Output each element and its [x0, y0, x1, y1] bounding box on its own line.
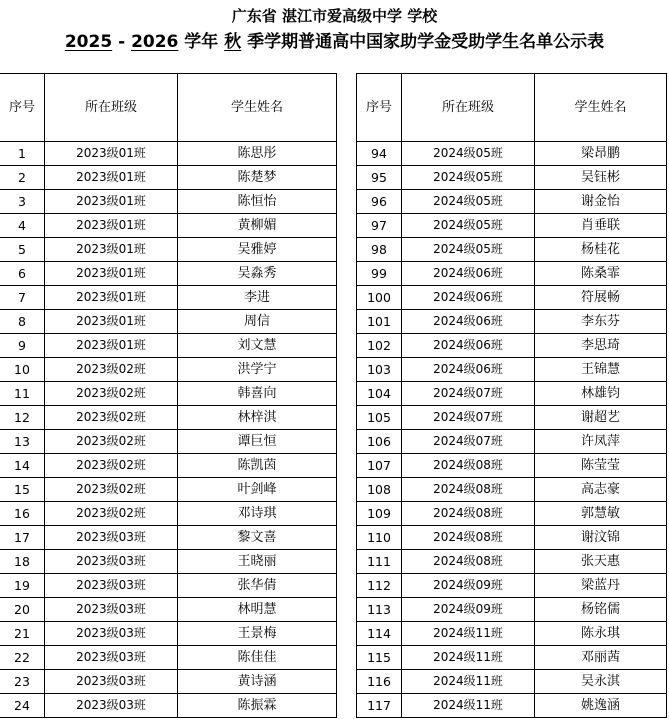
row-name-cell: 黄诗涵 — [178, 670, 337, 694]
row-name-cell: 叶剑峰 — [178, 478, 337, 502]
row-class-cell: 2023级03班 — [45, 694, 178, 718]
row-seq-cell: 108 — [357, 478, 402, 502]
table-row — [357, 670, 667, 694]
row-name-cell: 邓诗琪 — [178, 502, 337, 526]
row-class-cell: 2023级01班 — [45, 238, 178, 262]
row-class-cell: 2023级03班 — [45, 670, 178, 694]
table-row — [0, 286, 337, 310]
header-class: 所在班级 — [45, 74, 178, 142]
table-row — [357, 382, 667, 406]
row-seq-cell: 14 — [0, 454, 45, 478]
row-name-cell: 吴雅婷 — [178, 238, 337, 262]
row-seq-cell: 101 — [357, 310, 402, 334]
row-class-cell: 2023级01班 — [45, 214, 178, 238]
table-row — [0, 166, 337, 190]
table-row — [357, 406, 667, 430]
table-row — [357, 166, 667, 190]
table-row — [0, 142, 337, 166]
row-class-cell: 2023级01班 — [45, 310, 178, 334]
row-class-cell: 2023级02班 — [45, 406, 178, 430]
row-class-cell: 2024级05班 — [402, 214, 535, 238]
row-class-cell: 2023级01班 — [45, 334, 178, 358]
row-name-cell: 韩喜向 — [178, 382, 337, 406]
row-name-cell: 陈思彤 — [178, 142, 337, 166]
table-row — [0, 382, 337, 406]
xuenian-label: 学年 — [178, 32, 225, 52]
row-name-cell: 李进 — [178, 286, 337, 310]
row-name-cell: 谢金怡 — [535, 190, 667, 214]
table-row — [357, 478, 667, 502]
row-name-cell: 吴钰彬 — [535, 166, 667, 190]
row-seq-cell: 19 — [0, 574, 45, 598]
row-name-cell: 林梓淇 — [178, 406, 337, 430]
row-seq-cell: 9 — [0, 334, 45, 358]
row-name-cell: 姚逸涵 — [535, 694, 667, 718]
table-row — [357, 646, 667, 670]
row-class-cell: 2023级03班 — [45, 622, 178, 646]
row-name-cell: 周信 — [178, 310, 337, 334]
row-name-cell: 陈佳佳 — [178, 646, 337, 670]
table-row — [0, 214, 337, 238]
row-seq-cell: 95 — [357, 166, 402, 190]
row-seq-cell: 113 — [357, 598, 402, 622]
row-class-cell: 2023级03班 — [45, 574, 178, 598]
row-seq-cell: 12 — [0, 406, 45, 430]
row-class-cell: 2024级05班 — [402, 190, 535, 214]
table-row — [0, 646, 337, 670]
row-class-cell: 2024级08班 — [402, 526, 535, 550]
row-seq-cell: 94 — [357, 142, 402, 166]
row-seq-cell: 6 — [0, 262, 45, 286]
row-class-cell: 2024级09班 — [402, 598, 535, 622]
table-row — [357, 430, 667, 454]
row-seq-cell: 106 — [357, 430, 402, 454]
table-row — [357, 310, 667, 334]
row-name-cell: 黄柳媚 — [178, 214, 337, 238]
table-row — [0, 430, 337, 454]
start-year: 2025 — [64, 32, 113, 52]
row-name-cell: 林明慧 — [178, 598, 337, 622]
header-class: 所在班级 — [402, 74, 535, 142]
row-name-cell: 李东芬 — [535, 310, 667, 334]
row-name-cell: 杨铭儒 — [535, 598, 667, 622]
row-seq-cell: 10 — [0, 358, 45, 382]
row-class-cell: 2024级07班 — [402, 406, 535, 430]
row-seq-cell: 115 — [357, 646, 402, 670]
header-name: 学生姓名 — [178, 74, 337, 142]
row-class-cell: 2023级03班 — [45, 550, 178, 574]
table-row — [0, 550, 337, 574]
row-name-cell: 李思琦 — [535, 334, 667, 358]
table-row — [357, 526, 667, 550]
row-name-cell: 王景梅 — [178, 622, 337, 646]
title-rest: 季学期普通高中国家助学金受助学生名单公示表 — [241, 32, 605, 52]
row-seq-cell: 17 — [0, 526, 45, 550]
row-seq-cell: 13 — [0, 430, 45, 454]
row-name-cell: 谢超艺 — [535, 406, 667, 430]
row-seq-cell: 23 — [0, 670, 45, 694]
table-header-row — [0, 74, 337, 142]
row-name-cell: 吴淼秀 — [178, 262, 337, 286]
row-class-cell: 2024级08班 — [402, 478, 535, 502]
row-class-cell: 2024级07班 — [402, 382, 535, 406]
row-name-cell: 张华倩 — [178, 574, 337, 598]
row-seq-cell: 110 — [357, 526, 402, 550]
row-name-cell: 梁昂鹏 — [535, 142, 667, 166]
table-row — [0, 670, 337, 694]
table-row — [357, 622, 667, 646]
row-name-cell: 谢汶锦 — [535, 526, 667, 550]
row-class-cell: 2024级06班 — [402, 310, 535, 334]
row-class-cell: 2024级08班 — [402, 454, 535, 478]
table-row — [0, 310, 337, 334]
row-seq-cell: 97 — [357, 214, 402, 238]
row-name-cell: 王锦慧 — [535, 358, 667, 382]
row-class-cell: 2024级06班 — [402, 358, 535, 382]
row-name-cell: 肖垂联 — [535, 214, 667, 238]
table-row — [0, 694, 337, 718]
row-class-cell: 2024级09班 — [402, 574, 535, 598]
row-class-cell: 2023级01班 — [45, 142, 178, 166]
row-seq-cell: 2 — [0, 166, 45, 190]
row-name-cell: 洪学宁 — [178, 358, 337, 382]
table-row — [0, 454, 337, 478]
table-row — [0, 190, 337, 214]
row-name-cell: 陈莹莹 — [535, 454, 667, 478]
row-seq-cell: 96 — [357, 190, 402, 214]
row-name-cell: 黎文喜 — [178, 526, 337, 550]
row-class-cell: 2023级02班 — [45, 358, 178, 382]
row-class-cell: 2024级08班 — [402, 502, 535, 526]
row-name-cell: 张天惠 — [535, 550, 667, 574]
header-seq: 序号 — [357, 74, 402, 142]
document-title-school: 广东省 湛江市爱高级中学 学校 — [231, 7, 438, 25]
row-name-cell: 陈恒怡 — [178, 190, 337, 214]
table-row — [0, 502, 337, 526]
row-name-cell: 梁蓝丹 — [535, 574, 667, 598]
table-row — [357, 502, 667, 526]
row-class-cell: 2023级01班 — [45, 262, 178, 286]
row-seq-cell: 20 — [0, 598, 45, 622]
row-class-cell: 2023级01班 — [45, 286, 178, 310]
row-class-cell: 2023级03班 — [45, 526, 178, 550]
row-class-cell: 2023级02班 — [45, 382, 178, 406]
table-row — [357, 238, 667, 262]
row-class-cell: 2024级05班 — [402, 142, 535, 166]
row-name-cell: 陈永琪 — [535, 622, 667, 646]
table-row — [0, 574, 337, 598]
table-row — [357, 358, 667, 382]
row-name-cell: 吴永淇 — [535, 670, 667, 694]
row-class-cell: 2023级02班 — [45, 454, 178, 478]
table-row — [0, 358, 337, 382]
row-seq-cell: 22 — [0, 646, 45, 670]
row-class-cell: 2023级02班 — [45, 478, 178, 502]
row-name-cell: 陈桑霏 — [535, 262, 667, 286]
row-name-cell: 郭慧敏 — [535, 502, 667, 526]
row-class-cell: 2023级01班 — [45, 190, 178, 214]
row-name-cell: 高志豪 — [535, 478, 667, 502]
row-seq-cell: 3 — [0, 190, 45, 214]
row-name-cell: 陈楚梦 — [178, 166, 337, 190]
row-name-cell: 陈凯茵 — [178, 454, 337, 478]
row-seq-cell: 7 — [0, 286, 45, 310]
season: 秋 — [224, 32, 242, 52]
table-row — [357, 694, 667, 718]
table-row — [0, 262, 337, 286]
table-row — [0, 478, 337, 502]
row-class-cell: 2023级02班 — [45, 430, 178, 454]
document-title-table — [0, 30, 669, 54]
table-row — [357, 286, 667, 310]
table-row — [357, 334, 667, 358]
table-row — [357, 214, 667, 238]
end-year: 2026 — [131, 32, 179, 52]
row-seq-cell: 104 — [357, 382, 402, 406]
row-seq-cell: 103 — [357, 358, 402, 382]
table-row — [357, 598, 667, 622]
row-class-cell: 2024级11班 — [402, 622, 535, 646]
row-seq-cell: 1 — [0, 142, 45, 166]
table-row — [357, 574, 667, 598]
row-class-cell: 2024级06班 — [402, 262, 535, 286]
row-class-cell: 2024级06班 — [402, 334, 535, 358]
row-seq-cell: 114 — [357, 622, 402, 646]
row-class-cell: 2024级07班 — [402, 430, 535, 454]
row-seq-cell: 11 — [0, 382, 45, 406]
row-name-cell: 王晓丽 — [178, 550, 337, 574]
row-seq-cell: 102 — [357, 334, 402, 358]
row-name-cell: 许凤萍 — [535, 430, 667, 454]
table-header-row — [357, 74, 667, 142]
table-row — [0, 526, 337, 550]
row-seq-cell: 4 — [0, 214, 45, 238]
row-seq-cell: 105 — [357, 406, 402, 430]
row-name-cell: 符展畅 — [535, 286, 667, 310]
year-dash: - — [112, 32, 132, 52]
row-name-cell: 陈振霖 — [178, 694, 337, 718]
row-name-cell: 林雄钧 — [535, 382, 667, 406]
row-class-cell: 2024级05班 — [402, 238, 535, 262]
table-row — [0, 598, 337, 622]
row-seq-cell: 98 — [357, 238, 402, 262]
table-row — [0, 334, 337, 358]
student-table-right — [356, 73, 667, 718]
row-class-cell: 2023级01班 — [45, 166, 178, 190]
row-class-cell: 2024级11班 — [402, 646, 535, 670]
table-row — [0, 406, 337, 430]
row-class-cell: 2024级05班 — [402, 166, 535, 190]
row-class-cell: 2023级03班 — [45, 598, 178, 622]
header-seq: 序号 — [0, 74, 45, 142]
row-seq-cell: 107 — [357, 454, 402, 478]
row-seq-cell: 15 — [0, 478, 45, 502]
table-row — [0, 238, 337, 262]
row-seq-cell: 111 — [357, 550, 402, 574]
row-seq-cell: 21 — [0, 622, 45, 646]
row-seq-cell: 99 — [357, 262, 402, 286]
row-class-cell: 2024级08班 — [402, 550, 535, 574]
row-class-cell: 2024级06班 — [402, 286, 535, 310]
row-name-cell: 刘文慧 — [178, 334, 337, 358]
table-row — [357, 190, 667, 214]
row-class-cell: 2023级02班 — [45, 502, 178, 526]
row-name-cell: 杨桂花 — [535, 238, 667, 262]
row-seq-cell: 24 — [0, 694, 45, 718]
row-seq-cell: 18 — [0, 550, 45, 574]
row-seq-cell: 116 — [357, 670, 402, 694]
row-seq-cell: 8 — [0, 310, 45, 334]
row-class-cell: 2023级03班 — [45, 646, 178, 670]
table-row — [357, 142, 667, 166]
row-seq-cell: 16 — [0, 502, 45, 526]
row-seq-cell: 109 — [357, 502, 402, 526]
table-row — [0, 622, 337, 646]
row-seq-cell: 100 — [357, 286, 402, 310]
table-row — [357, 454, 667, 478]
header-name: 学生姓名 — [535, 74, 667, 142]
student-table-left — [0, 73, 337, 718]
table-row — [357, 550, 667, 574]
table-row — [357, 262, 667, 286]
row-class-cell: 2024级11班 — [402, 694, 535, 718]
row-name-cell: 邓丽茜 — [535, 646, 667, 670]
row-seq-cell: 5 — [0, 238, 45, 262]
row-seq-cell: 117 — [357, 694, 402, 718]
row-class-cell: 2024级11班 — [402, 670, 535, 694]
row-seq-cell: 112 — [357, 574, 402, 598]
row-name-cell: 谭巨恒 — [178, 430, 337, 454]
